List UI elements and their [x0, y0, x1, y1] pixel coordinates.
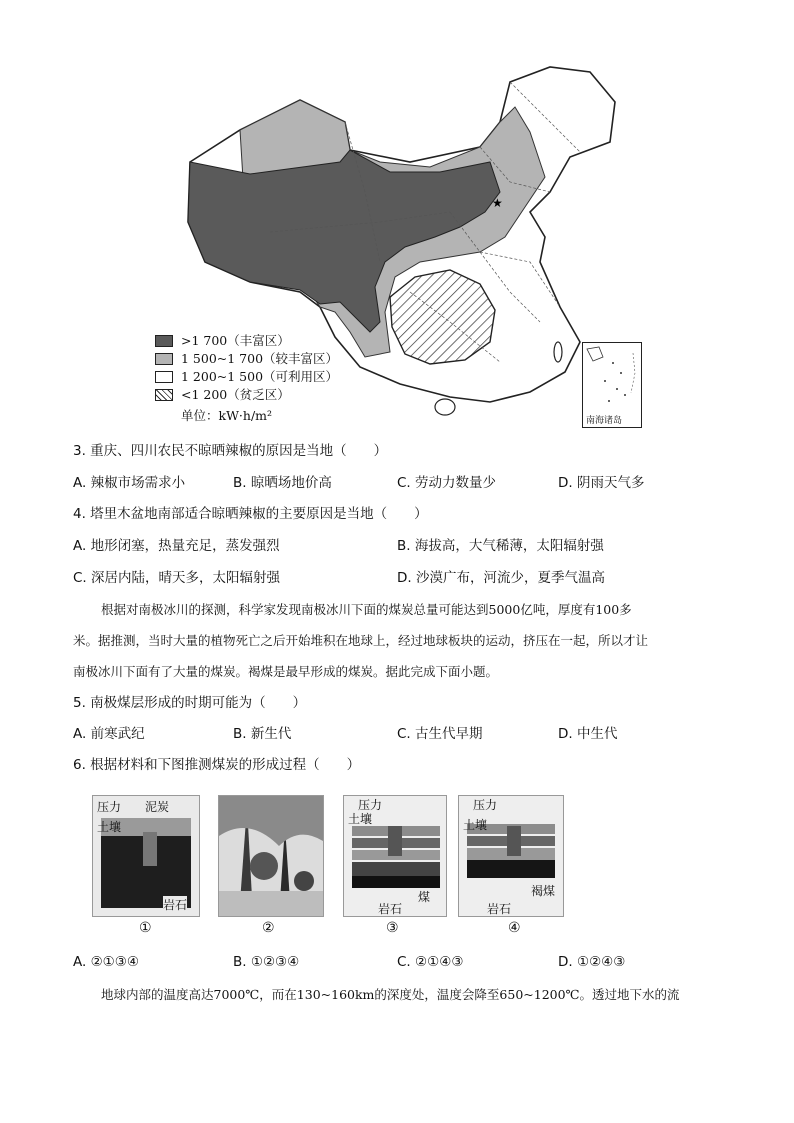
passage-line: 根据对南极冰川的探测，科学家发现南极冰川下面的煤炭总量可能达到5000亿吨，厚度有100多 [101, 602, 632, 617]
capital-star-icon: ★ [492, 196, 503, 210]
figure-panel-1 [92, 795, 200, 917]
pressure-arrow-icon [143, 832, 157, 866]
question-5-stem: 5. 南极煤层形成的时期可能为（ ） [73, 695, 307, 711]
q4-option-c[interactable]: C. 深居内陆，晴天多，太阳辐射强 [73, 570, 281, 586]
q5-option-d[interactable]: D. 中生代 [558, 726, 618, 742]
legend-range: <1 200 [181, 387, 228, 402]
label-rock: 岩石 [378, 902, 403, 916]
pressure-arrow-icon [507, 826, 521, 856]
legend-swatch-poor [155, 389, 173, 401]
q4-option-a[interactable]: A. 地形闭塞，热量充足，蒸发强烈 [73, 538, 280, 554]
panel-number: ④ [508, 920, 521, 936]
label-pressure: 压力 [97, 800, 122, 814]
q3-option-b[interactable]: B. 晾晒场地价高 [233, 475, 332, 491]
south-sea-inset [582, 342, 642, 428]
legend-desc: （贫乏区） [227, 387, 290, 402]
passage-line: 地球内部的温度高达7000℃，而在130~160km的深度处，温度会降至650~1200℃。透过地下水的流 [101, 987, 680, 1002]
legend-swatch-fairly-rich [155, 353, 173, 365]
label-pressure: 压力 [473, 798, 498, 812]
figure-panel-3 [343, 795, 447, 917]
q4-option-b[interactable]: B. 海拔高，大气稀薄，太阳辐射强 [397, 538, 604, 554]
question-6-stem: 6. 根据材料和下图推测煤炭的形成过程（ ） [73, 757, 361, 773]
question-3-stem: 3. 重庆、四川农民不晾晒辣椒的原因是当地（ ） [73, 443, 388, 459]
q3-option-d[interactable]: D. 阴雨天气多 [558, 475, 645, 491]
q6-option-c[interactable]: C. ②①④③ [397, 954, 464, 970]
legend-swatch-rich [155, 335, 173, 347]
q5-option-b[interactable]: B. 新生代 [233, 726, 292, 742]
q3-option-a[interactable]: A. 辣椒市场需求小 [73, 475, 186, 491]
hainan-island [435, 399, 455, 415]
q3-option-c[interactable]: C. 劳动力数量少 [397, 475, 497, 491]
label-soil: 土壤 [348, 812, 373, 826]
question-4-stem: 4. 塔里木盆地南部适合晾晒辣椒的主要原因是当地（ ） [73, 506, 428, 522]
pressure-arrow-icon [388, 826, 402, 856]
panel-number: ③ [386, 920, 399, 936]
label-lignite: 褐煤 [531, 884, 556, 898]
label-coal: 煤 [418, 890, 431, 904]
legend-desc: （较丰富区） [263, 351, 339, 366]
layer [352, 862, 440, 876]
q5-option-c[interactable]: C. 古生代早期 [397, 726, 483, 742]
inset-label: 南海诸岛 [586, 416, 623, 426]
figure-panel-4 [458, 795, 564, 917]
legend-swatch-usable [155, 371, 173, 383]
poor-zone [390, 270, 495, 364]
coal-layer [352, 876, 440, 888]
legend-range: >1 700 [181, 333, 228, 348]
label-rock: 岩石 [487, 902, 512, 916]
swamp-forest-illustration [219, 796, 323, 916]
legend-range: 1 200~1 500 [181, 369, 264, 384]
label-soil: 土壤 [97, 820, 122, 834]
legend-range: 1 500~1 700 [181, 351, 264, 366]
taiwan-island [554, 342, 562, 362]
q6-option-a[interactable]: A. ②①③④ [73, 954, 139, 970]
q5-option-a[interactable]: A. 前寒武纪 [73, 726, 145, 742]
lignite-layer [467, 860, 555, 878]
legend-desc: （丰富区） [227, 333, 290, 348]
label-pressure: 压力 [358, 798, 383, 812]
q6-option-d[interactable]: D. ①②④③ [558, 954, 626, 970]
figure-panel-2 [218, 795, 324, 917]
panel-number: ② [262, 920, 275, 936]
legend-desc: （可利用区） [263, 369, 339, 384]
south-sea-inset-svg [583, 343, 639, 413]
q6-option-b[interactable]: B. ①②③④ [233, 954, 300, 970]
unit-label: 单位：kW·h/m² [181, 408, 273, 423]
label-peat: 泥炭 [145, 800, 170, 814]
panel-number: ① [139, 920, 152, 936]
q4-option-d[interactable]: D. 沙漠广布，河流少，夏季气温高 [397, 570, 605, 586]
label-rock: 岩石 [163, 898, 188, 912]
passage-line: 南极冰川下面有了大量的煤炭。褐煤是最早形成的煤炭。据此完成下面小题。 [73, 664, 499, 679]
label-soil: 土壤 [463, 818, 488, 832]
passage-line: 米。据推测，当时大量的植物死亡之后开始堆积在地球上，经过地球板块的运动，挤压在一起，所以才让 [73, 633, 649, 648]
